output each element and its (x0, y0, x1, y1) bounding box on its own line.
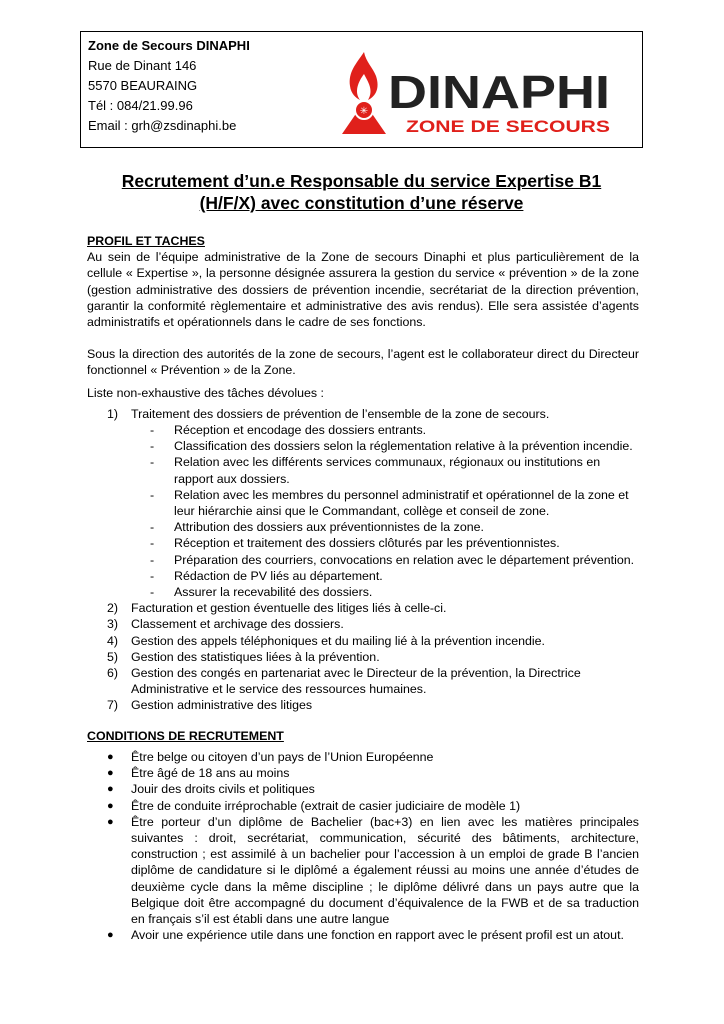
condition-text: Avoir une expérience utile dans une fonction en rapport avec le présent profil est un atout. (131, 928, 624, 943)
condition-text: Être belge ou citoyen d’un pays de l’Union Européenne (131, 749, 434, 764)
subtask-item: - Assurer la recevabilité des dossiers. (150, 585, 373, 600)
subtask-text: Relation avec les membres du personnel administratif et opérationnel de la zone et leur hiérarchie ainsi que le Commandant, collège et conseil de zone. (174, 487, 629, 519)
task-text: Gestion administrative des litiges (131, 698, 313, 713)
task-number: 7) (107, 698, 119, 713)
subtask-text: Relation avec les différents services communaux, régionaux ou institutions en rapport aux dossiers. (174, 455, 601, 486)
task-list-intro: Liste non-exhaustive des tâches dévolues : (87, 385, 324, 400)
profil-paragraph-2: Sous la direction des autorités de la zone de secours, l’agent est le collaborateur direct du Directeur fonctionnel « Prévention » de la Zone. (87, 347, 639, 378)
content (87, 233, 639, 943)
profil-paragraph-1: Au sein de l’équipe administrative de la Zone de secours Dinaphi et plus particulièrement de la cellule « Expertise », la personne désignée assurera la gestion du service « prévention » de la zone (gestion administrative des dossiers de prévention incendie, secrétariat de la direction prévention, garantir la conformité règlementaire et administrative des avis rendus). Elle sera assistée d’agents administratifs et opérationnels dans le cadre de ses fonctions. (87, 250, 639, 330)
title-line-1: Recrutement d’un.e Responsable du service Expertise B1 (121, 171, 602, 191)
task-item (87, 665, 639, 697)
task-number: 5) (107, 649, 119, 664)
task-number: 1) (107, 406, 119, 421)
task-number: 3) (107, 617, 119, 632)
task-list (87, 406, 639, 422)
logo-sub-text: ZONE DE SECOURS (406, 117, 610, 135)
address-street: Rue de Dinant 146 (88, 58, 197, 73)
task-number: 6) (107, 666, 119, 681)
svg-text:✳: ✳ (359, 106, 369, 117)
flame-emblem-icon (342, 52, 386, 134)
task-text: Classement et archivage des dossiers. (131, 617, 344, 632)
subtask-text: Assurer la recevabilité des dossiers. (174, 585, 373, 600)
subtask-text: Réception et traitement des dossiers clôturés par les préventionnistes. (174, 536, 560, 551)
address-city: 5570 BEAURAING (88, 78, 198, 93)
section-heading-profil: PROFIL ET TACHES (87, 234, 205, 248)
subtask-item: - Préparation des courriers, convocations en relation avec le département prévention. (150, 552, 635, 567)
subtask-item: - Attribution des dossiers aux préventionnistes de la zone. (150, 520, 484, 535)
task-number: 4) (107, 633, 119, 648)
contact-block (88, 36, 250, 136)
header-box (80, 31, 643, 148)
condition-text: Jouir des droits civils et politiques (131, 782, 315, 797)
page-title (80, 170, 643, 214)
subtask-item: - Relation avec les membres du personnel administratif et opérationnel de la zone et leur hiérarchie ainsi que le Commandant, collège et conseil de zone. (150, 487, 629, 519)
subtask-text: Classification des dossiers selon la réglementation relative à la prévention incendie. (174, 439, 633, 454)
subtask-item: - Relation avec les différents services communaux, régionaux ou institutions en rapport aux dossiers. (150, 455, 601, 486)
task-text: Gestion des congés en partenariat avec le Directeur de la prévention, la Directrice Administrative et le service des ressources humaines. (131, 666, 581, 697)
subtask-text: Rédaction de PV liés au département. (174, 568, 383, 583)
condition-item: ● Être belge ou citoyen d’un pays de l’Union Européenne (107, 749, 434, 764)
title-line-2: (H/F/X) avec constitution d’une réserve (199, 193, 524, 213)
task-item (87, 616, 639, 632)
condition-item: ● Être âgé de 18 ans au moins (107, 766, 290, 781)
subtask-list (87, 422, 639, 600)
condition-item: ● Avoir une expérience utile dans une fonction en rapport avec le présent profil est un atout. (107, 928, 624, 943)
task-item (87, 633, 639, 649)
task-item (87, 649, 639, 665)
condition-item: ● Être de conduite irréprochable (extrait de casier judiciaire de modèle 1) (107, 798, 521, 813)
task-item (87, 697, 639, 713)
task-number: 2) (107, 601, 119, 616)
task-text: Gestion des statistiques liées à la prévention. (131, 649, 380, 664)
task-text: Traitement des dossiers de prévention de l’ensemble de la zone de secours. (131, 406, 550, 421)
subtask-text: Réception et encodage des dossiers entrants. (174, 423, 427, 438)
subtask-item: - Classification des dossiers selon la réglementation relative à la prévention incendie. (150, 439, 633, 454)
task-list-continued (87, 600, 639, 713)
conditions-list (87, 749, 639, 943)
phone: Tél : 084/21.99.96 (88, 98, 193, 113)
task-text: Facturation et gestion éventuelle des litiges liés à celle-ci. (131, 601, 447, 616)
org-name: Zone de Secours DINAPHI (88, 38, 250, 53)
condition-text: Être âgé de 18 ans au moins (131, 766, 290, 781)
condition-text: Être porteur d’un diplôme de Bachelier (bac+3) en lien avec les matières principales suivantes : droit, secrétariat, communication, sécurité des bâtiments, architecture, construction ; est assimilé à un bachelier pour l’accession à un emploi de grade B l’ancien diplôme de candidature si le diplômé a également réussi au moins une année d’études de deuxième cycle dans la même discipline ; le diplôme délivré dans un pays autre que la Belgique doit être accompagné du document d’équivalence de la FWB et de sa traduction en français s’il est établi dans une autre langue (131, 814, 639, 926)
logo-main-text: DINAPHI (388, 66, 610, 118)
condition-item: ● Jouir des droits civils et politiques (107, 782, 315, 797)
task-item (87, 600, 639, 616)
subtask-item: - Réception et encodage des dossiers entrants. (150, 423, 427, 438)
subtask-text: Préparation des courriers, convocations en relation avec le département prévention. (174, 552, 635, 567)
subtask-item: - Rédaction de PV liés au département. (150, 568, 383, 583)
condition-text: Être de conduite irréprochable (extrait de casier judiciaire de modèle 1) (131, 798, 521, 813)
condition-item: ● Être porteur d’un diplôme de Bachelier (bac+3) en lien avec les matières principales suivantes : droit, secrétariat, communication, sécurité des bâtiments, architecture, construction ; est assimilé à un bachelier pour l’accession à un emploi de grade B l’ancien diplôme de candidature si le diplômé a également réussi au moins une année d’études de deuxième cycle dans la même discipline ; le diplôme délivré dans un pays autre que la Belgique doit être accompagné du document d’équivalence de la FWB et de sa traduction en français s’il est établi dans une autre langue (107, 814, 639, 926)
section-heading-conditions: CONDITIONS DE RECRUTEMENT (87, 728, 284, 743)
email: Email : grh@zsdinaphi.be (88, 118, 237, 133)
subtask-text: Attribution des dossiers aux préventionnistes de la zone. (174, 520, 484, 535)
subtask-item: - Réception et traitement des dossiers clôturés par les préventionnistes. (150, 536, 560, 551)
dinaphi-logo (338, 50, 618, 135)
task-text: Gestion des appels téléphoniques et du mailing lié à la prévention incendie. (131, 633, 545, 648)
task-item (87, 406, 639, 422)
